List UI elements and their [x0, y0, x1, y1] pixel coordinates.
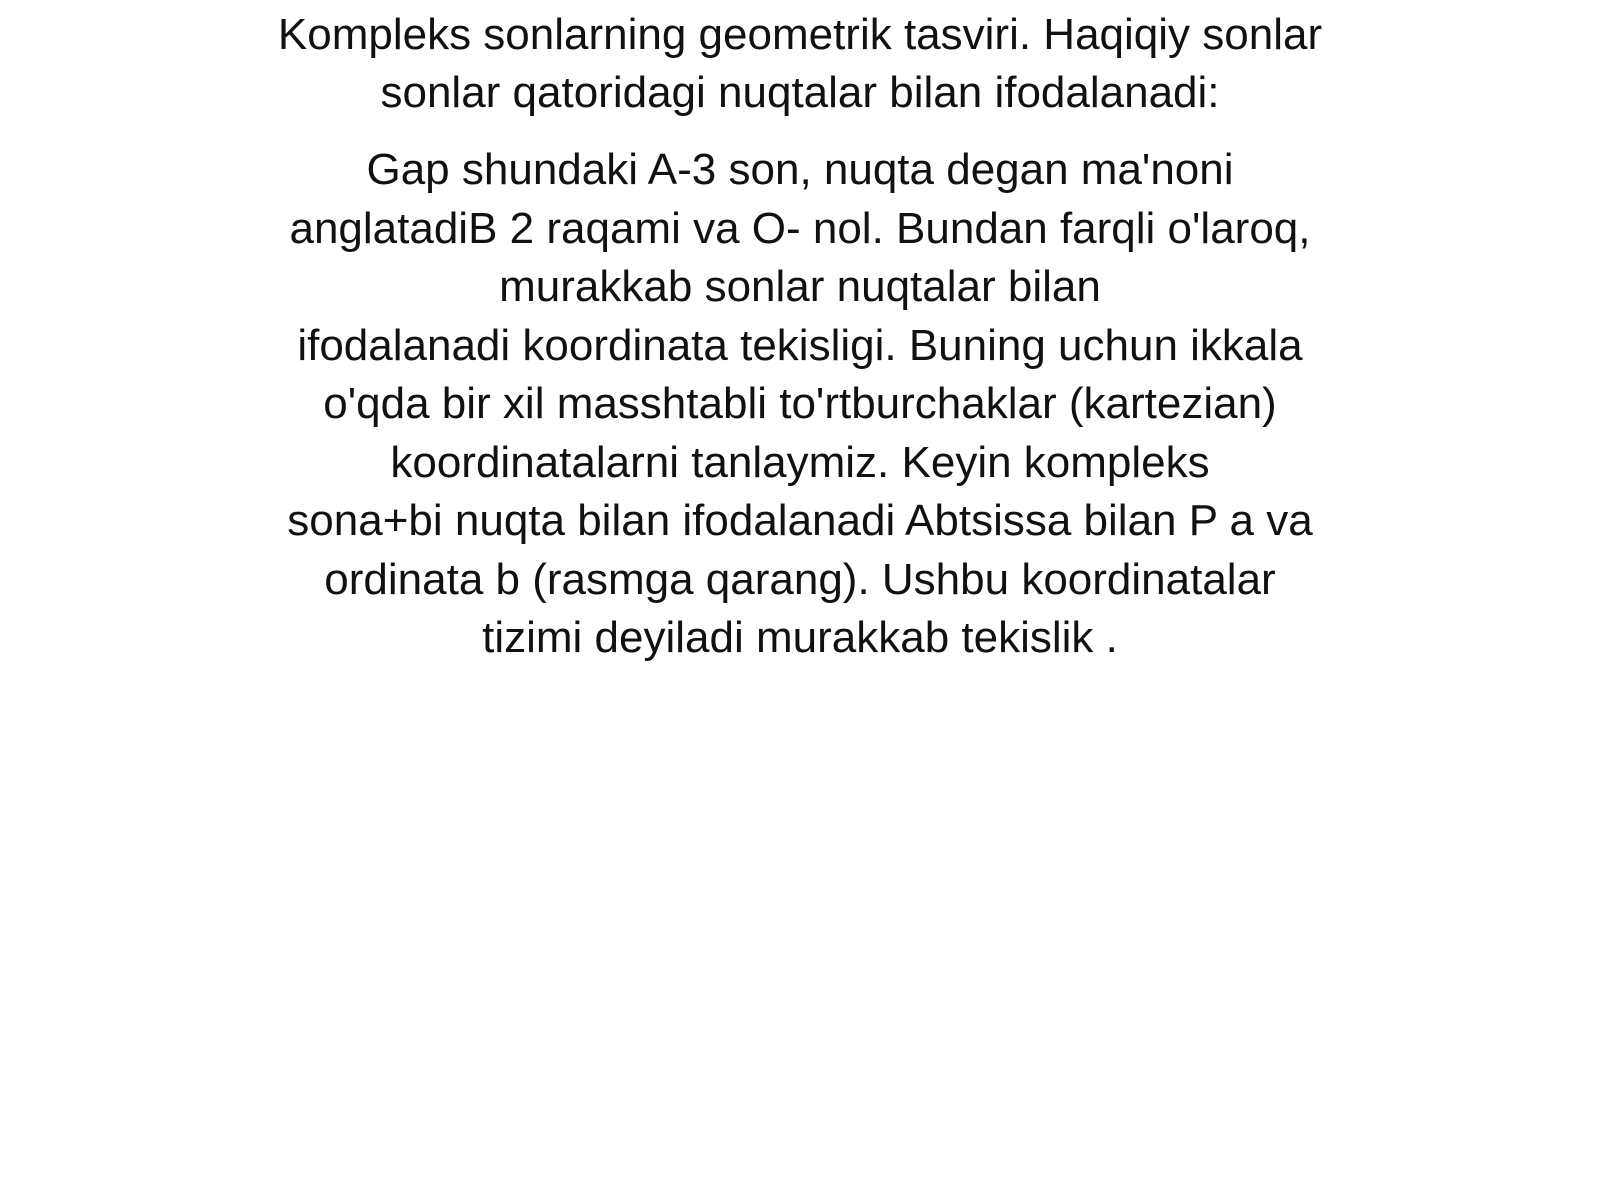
body-line: Gap shundaki A-3 son, nuqta degan ma'noni	[366, 145, 1234, 194]
body-line: koordinatalarni tanlaymiz. Keyin kompleks	[390, 437, 1210, 487]
body-line: anglatadiB 2 raqami va O- nol. Bundan farqli o'laroq,	[289, 203, 1311, 253]
body-line: o'qda bir xil masshtabli to'rtburchaklar (kartezian)	[323, 379, 1277, 428]
slide-body-text	[200, 141, 1400, 668]
title-line: sonlar qatoridagi nuqtalar bilan ifodalanadi:	[380, 68, 1220, 117]
body-line: sona+bi nuqta bilan ifodalanadi Abtsissa bilan P a va	[287, 496, 1313, 545]
body-line: tizimi deyiladi murakkab tekislik .	[482, 613, 1118, 662]
body-line: ifodalanadi koordinata tekisligi. Buning uchun ikkala	[297, 320, 1303, 370]
title-line: Kompleks sonlarning geometrik tasviri. Haqiqiy sonlar	[277, 10, 1323, 59]
slide-title	[200, 6, 1400, 122]
body-line: ordinata b (rasmga qarang). Ushbu koordinatalar	[324, 554, 1276, 604]
body-line: murakkab sonlar nuqtalar bilan	[499, 262, 1101, 311]
